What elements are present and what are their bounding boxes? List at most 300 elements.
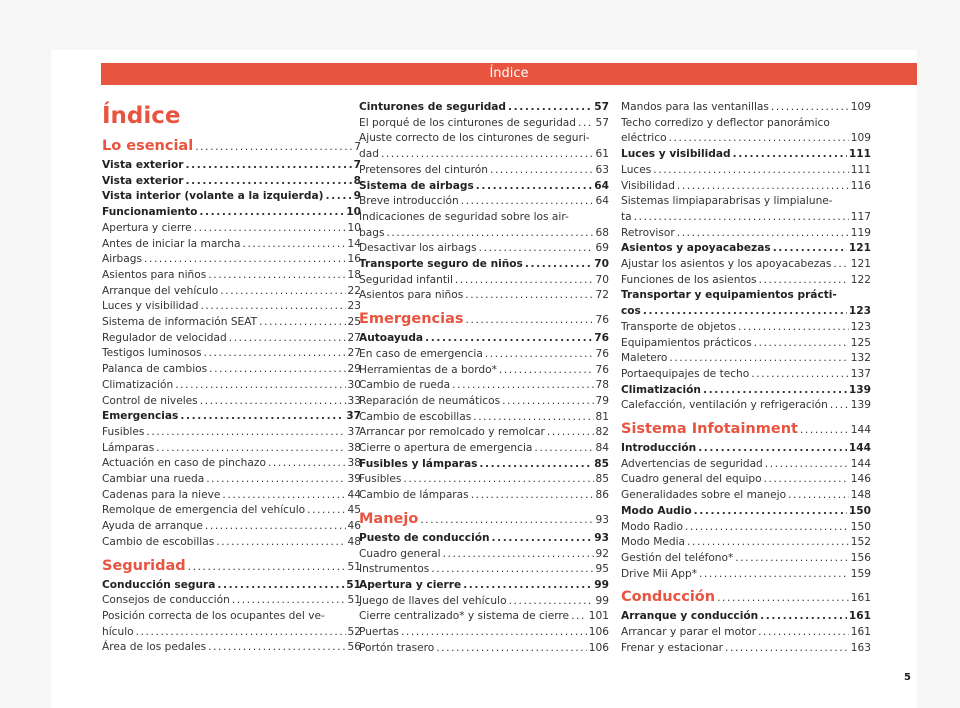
toc-section[interactable] (621, 504, 871, 520)
toc-label: cos (621, 305, 641, 318)
dot-leader (465, 288, 593, 304)
toc-section[interactable] (102, 409, 361, 425)
toc-label: Seguridad (102, 557, 186, 574)
dot-leader (136, 625, 346, 641)
toc-page-number: 99 (594, 578, 609, 591)
dot-leader (466, 309, 594, 331)
toc-entry[interactable] (359, 363, 609, 379)
toc-entry[interactable] (621, 520, 871, 536)
dot-leader (222, 488, 345, 504)
toc-page-number: 45 (347, 504, 361, 517)
toc-page-number: 95 (595, 563, 609, 576)
dot-leader (381, 147, 594, 163)
toc-label: Mandos para las ventanillas (621, 101, 769, 113)
toc-entry[interactable] (102, 625, 361, 641)
toc-label: Visibilidad (621, 179, 675, 192)
toc-entry[interactable] (359, 347, 609, 363)
toc-label: Fusibles y lámparas (359, 457, 478, 470)
toc-entry[interactable] (621, 257, 871, 273)
toc-label: Cinturones de seguridad (359, 101, 507, 113)
dot-leader (144, 252, 346, 268)
toc-page-number: 106 (588, 641, 609, 654)
toc-page-number: 38 (347, 441, 361, 454)
toc-page-number: 10 (346, 206, 361, 219)
toc-page-number: 85 (595, 473, 609, 486)
toc-page-number: 161 (850, 592, 871, 605)
toc-label: Instrumentos (359, 563, 430, 576)
toc-label: Conducción (621, 589, 716, 606)
toc-label: Puesto de conducción (359, 531, 490, 544)
toc-entry[interactable] (359, 594, 609, 610)
toc-label: Funcionamiento (102, 206, 198, 219)
toc-label: Regulador de velocidad (102, 331, 227, 344)
toc-entry[interactable] (359, 147, 609, 163)
toc-page-number: 123 (848, 305, 871, 318)
toc-page-number: 18 (347, 268, 361, 281)
toc-category[interactable] (359, 308, 609, 331)
toc-page-number: 56 (347, 641, 361, 654)
toc-page-number: 121 (848, 242, 871, 255)
toc-category[interactable] (621, 418, 871, 441)
toc-page-number: 57 (595, 116, 609, 129)
toc-category[interactable] (102, 555, 361, 578)
toc-page-number: 64 (595, 195, 609, 208)
toc-entry[interactable] (621, 179, 871, 195)
dot-leader (217, 578, 344, 594)
toc-entry[interactable] (621, 457, 871, 473)
dot-leader (455, 273, 594, 289)
toc-entry[interactable] (621, 210, 871, 226)
toc-label: Cambio de escobillas (359, 410, 472, 423)
toc-entry[interactable] (359, 641, 609, 657)
toc-page-number: 68 (595, 226, 609, 239)
dot-leader (420, 509, 593, 531)
toc-entry[interactable] (621, 100, 871, 116)
toc-entry[interactable] (621, 273, 871, 289)
toc-entry[interactable] (102, 425, 361, 441)
toc-page-number: 119 (850, 226, 871, 239)
toc-label: Advertencias de seguridad (621, 457, 763, 470)
toc-page-number: 57 (594, 101, 609, 113)
toc-entry[interactable] (621, 472, 871, 488)
toc-section[interactable] (621, 147, 871, 163)
toc-label: Vista exterior (102, 174, 184, 187)
toc-category[interactable] (102, 135, 361, 158)
toc-label: Autoayuda (359, 332, 424, 345)
toc-page-number: 93 (594, 531, 609, 544)
toc-page-number: 93 (595, 513, 609, 526)
toc-page-number: 76 (595, 314, 609, 327)
dot-leader (547, 425, 594, 441)
toc-entry[interactable] (102, 441, 361, 457)
toc-page-number: 132 (850, 352, 871, 365)
toc-label: Desactivar los airbags (359, 242, 477, 255)
dot-leader (677, 179, 849, 195)
dot-leader (242, 237, 345, 253)
dot-leader (508, 100, 592, 116)
dot-leader (185, 174, 351, 190)
toc-label: Palanca de cambios (102, 363, 208, 376)
toc-label: Cuadro general del equipo (621, 473, 762, 486)
toc-column-2 (359, 100, 609, 657)
toc-entry[interactable] (102, 268, 361, 284)
dot-leader (185, 158, 351, 174)
toc-entry[interactable] (621, 351, 871, 367)
toc-entry[interactable] (102, 503, 361, 519)
toc-page-number: 51 (347, 594, 361, 607)
dot-leader (669, 351, 848, 367)
toc-page-number: 27 (347, 331, 361, 344)
dot-leader (509, 594, 594, 610)
toc-page-number: 106 (588, 626, 609, 639)
toc-page-number: 125 (850, 336, 871, 349)
dot-leader (685, 520, 849, 536)
toc-label: Actuación en caso de pinchazo (102, 457, 266, 470)
toc-label: Sistema Infotainment (621, 421, 798, 438)
toc-entry[interactable] (102, 593, 361, 609)
toc-page-number: 82 (595, 426, 609, 439)
toc-entry[interactable] (359, 488, 609, 504)
toc-section[interactable] (102, 158, 361, 174)
toc-label: Calefacción, ventilación y refrigeración (621, 399, 828, 412)
toc-section[interactable] (359, 578, 609, 594)
dot-leader (431, 562, 593, 578)
toc-page-number: 79 (595, 394, 609, 407)
page-number: 5 (904, 672, 911, 683)
toc-section[interactable] (621, 304, 871, 320)
dot-leader (206, 472, 345, 488)
toc-entry-line[interactable]: Transportar y equipamientos prácti- (621, 289, 837, 302)
dot-leader (687, 535, 849, 551)
toc-entry[interactable] (102, 394, 361, 410)
dot-leader (479, 457, 592, 473)
toc-page-number: 7 (353, 159, 361, 171)
toc-page-number: 63 (595, 163, 609, 176)
dot-leader (259, 315, 345, 331)
dot-leader (725, 641, 849, 657)
toc-entry[interactable] (621, 641, 871, 657)
toc-entry[interactable] (102, 315, 361, 331)
toc-entry[interactable] (102, 237, 361, 253)
toc-entry[interactable] (102, 362, 361, 378)
toc-entry[interactable] (359, 562, 609, 578)
toc-page-number: 144 (848, 442, 871, 455)
toc-entry[interactable] (102, 346, 361, 362)
toc-label: Fusibles (102, 425, 145, 438)
dot-leader (492, 531, 593, 547)
toc-page-number: 116 (850, 179, 871, 192)
dot-leader (476, 179, 592, 195)
toc-label: Retrovisor (621, 226, 675, 239)
toc-entry[interactable] (359, 273, 609, 289)
toc-page-number: 146 (850, 473, 871, 486)
toc-label: Cuadro general (359, 547, 441, 560)
toc-entry[interactable] (359, 472, 609, 488)
toc-label: Área de los pedales (102, 641, 207, 654)
dot-leader (764, 472, 849, 488)
toc-entry-line[interactable]: Sistemas limpiaparabrisas y limpialune- (621, 195, 833, 208)
toc-entry[interactable] (359, 425, 609, 441)
toc-section[interactable] (359, 257, 609, 273)
toc-page-number: 22 (347, 284, 361, 297)
toc-entry[interactable] (102, 221, 361, 237)
toc-page-number: 163 (850, 641, 871, 654)
toc-label: Emergencias (359, 311, 464, 328)
toc-label: hículo (102, 625, 134, 638)
toc-entry[interactable] (359, 226, 609, 242)
toc-label: Pretensores del cinturón (359, 163, 488, 176)
toc-entry[interactable] (359, 116, 609, 132)
toc-entry[interactable] (621, 131, 871, 147)
toc-label: Breve introducción (359, 195, 459, 208)
toc-label: Drive Mii App* (621, 567, 697, 580)
toc-entry-line[interactable]: Indicaciones de seguridad sobre los air- (359, 210, 569, 223)
toc-label: Modo Radio (621, 520, 683, 533)
dot-leader (401, 625, 587, 641)
toc-entry[interactable] (102, 378, 361, 394)
toc-entry[interactable] (359, 625, 609, 641)
toc-label: Cierre centralizado* y sistema de cierre (359, 610, 570, 623)
dot-leader (643, 304, 847, 320)
toc-label: Conducción segura (102, 578, 216, 591)
toc-page-number: 78 (595, 379, 609, 392)
toc-label: Luces (621, 163, 652, 176)
toc-page-number: 16 (347, 253, 361, 266)
toc-page-number: 14 (347, 237, 361, 250)
toc-entry[interactable] (102, 299, 361, 315)
toc-section[interactable] (621, 383, 871, 399)
dot-leader (534, 441, 593, 457)
dot-leader (307, 503, 345, 519)
toc-page-number: 139 (848, 383, 871, 396)
toc-label: Arranque y conducción (621, 610, 759, 623)
toc-label: Airbags (102, 253, 143, 266)
dot-leader (735, 551, 848, 567)
toc-label: Puertas (359, 626, 399, 639)
toc-entry[interactable] (621, 398, 871, 414)
toc-label: Climatización (621, 383, 701, 396)
toc-section[interactable] (621, 441, 871, 457)
toc-section[interactable] (102, 205, 361, 221)
dot-leader (452, 378, 593, 394)
toc-label: Cambio de escobillas (102, 535, 215, 548)
toc-entry[interactable] (102, 331, 361, 347)
toc-label: Climatización (102, 378, 174, 391)
toc-entry[interactable] (359, 288, 609, 304)
toc-label: dad (359, 148, 379, 161)
toc-page-number: 25 (347, 316, 361, 329)
toc-entry[interactable] (102, 284, 361, 300)
toc-page-number: 37 (346, 410, 361, 423)
dot-leader (751, 367, 849, 383)
toc-label: Consejos de conducción (102, 594, 230, 607)
dot-leader (502, 394, 593, 410)
toc-section[interactable] (102, 174, 361, 190)
toc-label: Remolque de emergencia del vehículo (102, 504, 306, 517)
toc-page-number: 152 (850, 536, 871, 549)
dot-leader (471, 488, 594, 504)
toc-entry[interactable] (102, 252, 361, 268)
toc-page-number: 161 (850, 626, 871, 639)
toc-page-number: 51 (347, 560, 361, 573)
toc-entry-line[interactable]: Ajuste correcto de los cinturones de seguri- (359, 132, 590, 145)
toc-label: Fusibles (359, 473, 402, 486)
toc-label: Apertura y cierre (359, 578, 462, 591)
toc-section[interactable] (359, 100, 609, 116)
toc-page-number: 7 (354, 141, 361, 153)
toc-page-number: 76 (595, 363, 609, 376)
toc-entry[interactable] (359, 241, 609, 257)
dot-leader (200, 394, 346, 410)
dot-leader (490, 163, 594, 179)
toc-entry-line[interactable]: Posición correcta de los ocupantes del ve- (102, 609, 325, 622)
dot-leader (205, 519, 346, 535)
toc-page-number: 70 (595, 273, 609, 286)
toc-entry[interactable] (102, 519, 361, 535)
dot-leader (699, 567, 849, 583)
dot-leader (146, 425, 345, 441)
dot-leader (571, 609, 587, 625)
dot-leader (180, 409, 344, 425)
toc-page-number: 64 (594, 179, 609, 192)
toc-label: Antes de iniciar la marcha (102, 237, 241, 250)
toc-label: Arrancar y parar el motor (621, 626, 757, 639)
toc-entry[interactable] (621, 551, 871, 567)
toc-label: Testigos luminosos (102, 347, 202, 360)
toc-entry[interactable] (621, 226, 871, 242)
toc-entry[interactable] (359, 441, 609, 457)
dot-leader (758, 625, 849, 641)
toc-page-number: 70 (594, 258, 609, 271)
toc-entry[interactable] (621, 625, 871, 641)
toc-category[interactable] (359, 508, 609, 531)
toc-entry[interactable] (359, 163, 609, 179)
toc-entry[interactable] (621, 163, 871, 179)
toc-page-number: 144 (850, 457, 871, 470)
dot-leader (788, 488, 849, 504)
toc-page-number: 38 (347, 457, 361, 470)
toc-entry-line[interactable]: Techo corredizo y deflector panorámico (621, 116, 830, 129)
toc-page-number: 111 (848, 148, 871, 161)
dot-leader (209, 362, 345, 378)
toc-column-3 (621, 100, 871, 657)
dot-leader (268, 456, 346, 472)
toc-entry[interactable] (359, 394, 609, 410)
toc-section[interactable] (102, 189, 361, 205)
toc-label: Luces y visibilidad (102, 300, 199, 313)
dot-leader (754, 336, 849, 352)
toc-label: Portón trasero (359, 641, 435, 654)
dot-leader (698, 441, 847, 457)
toc-entry[interactable] (621, 320, 871, 336)
toc-section[interactable] (359, 531, 609, 547)
toc-page-number: 156 (850, 551, 871, 564)
toc-entry[interactable] (359, 194, 609, 210)
toc-page-number: 109 (850, 132, 871, 145)
toc-entry[interactable] (102, 535, 361, 551)
toc-page-number: 85 (594, 457, 609, 470)
toc-page-number: 81 (595, 410, 609, 423)
toc-entry[interactable] (359, 547, 609, 563)
toc-entry[interactable] (359, 609, 609, 625)
manual-page (51, 50, 917, 708)
toc-label: Luces y visibilidad (621, 148, 731, 161)
toc-section[interactable] (621, 241, 871, 257)
dot-leader (156, 441, 345, 457)
dot-leader (229, 331, 346, 347)
toc-page-number: 122 (850, 273, 871, 286)
toc-section[interactable] (621, 609, 871, 625)
dot-leader (194, 221, 346, 237)
toc-label: Equipamientos prácticos (621, 336, 752, 349)
toc-page-number: 121 (850, 258, 871, 271)
toc-entry[interactable] (621, 336, 871, 352)
toc-label: Modo Audio (621, 504, 692, 517)
toc-entry[interactable] (359, 410, 609, 426)
toc-label: bags (359, 226, 385, 239)
toc-entry[interactable] (102, 472, 361, 488)
dot-leader (195, 136, 352, 158)
toc-label: Control de niveles (102, 394, 198, 407)
toc-label: Maletero (621, 352, 668, 365)
toc-entry[interactable] (359, 378, 609, 394)
dot-leader (634, 210, 849, 226)
toc-section[interactable] (359, 457, 609, 473)
toc-entry[interactable] (621, 488, 871, 504)
toc-entry[interactable] (102, 640, 361, 656)
toc-label: Cambio de lámparas (359, 489, 469, 502)
toc-section[interactable] (359, 179, 609, 195)
toc-page-number: 139 (850, 399, 871, 412)
toc-section[interactable] (102, 578, 361, 594)
toc-label: Manejo (359, 510, 419, 527)
toc-page-number: 161 (848, 610, 871, 623)
toc-category[interactable] (621, 586, 871, 609)
toc-label: Transporte seguro de niños (359, 258, 523, 271)
toc-page-number: 86 (595, 489, 609, 502)
toc-label: Portaequipajes de techo (621, 367, 750, 380)
toc-page-number: 150 (848, 504, 871, 517)
dot-leader (463, 578, 592, 594)
dot-leader (425, 331, 592, 347)
toc-page-number: 27 (347, 347, 361, 360)
toc-page-number: 33 (347, 394, 361, 407)
header-banner: Índice (101, 63, 917, 85)
toc-label: Cadenas para la nieve (102, 488, 221, 501)
toc-entry[interactable] (621, 367, 871, 383)
dot-leader (199, 205, 344, 221)
toc-page-number: 44 (347, 488, 361, 501)
toc-label: Emergencias (102, 410, 179, 423)
toc-entry[interactable] (621, 535, 871, 551)
dot-leader (694, 504, 847, 520)
toc-entry[interactable] (621, 567, 871, 583)
toc-label: Herramientas de a bordo* (359, 363, 497, 376)
toc-section[interactable] (359, 331, 609, 347)
toc-label: Sistema de airbags (359, 179, 474, 192)
toc-label: Vista interior (volante a la izquierda) (102, 190, 324, 203)
toc-page-number: 39 (347, 473, 361, 486)
toc-label: Cambio de rueda (359, 379, 451, 392)
dot-leader (703, 383, 847, 399)
dot-leader (578, 116, 593, 132)
toc-entry[interactable] (102, 456, 361, 472)
toc-label: Gestión del teléfono* (621, 551, 734, 564)
toc-page-number: 148 (850, 489, 871, 502)
toc-entry[interactable] (102, 488, 361, 504)
toc-page-number: 84 (595, 442, 609, 455)
toc-page-number: 52 (347, 625, 361, 638)
